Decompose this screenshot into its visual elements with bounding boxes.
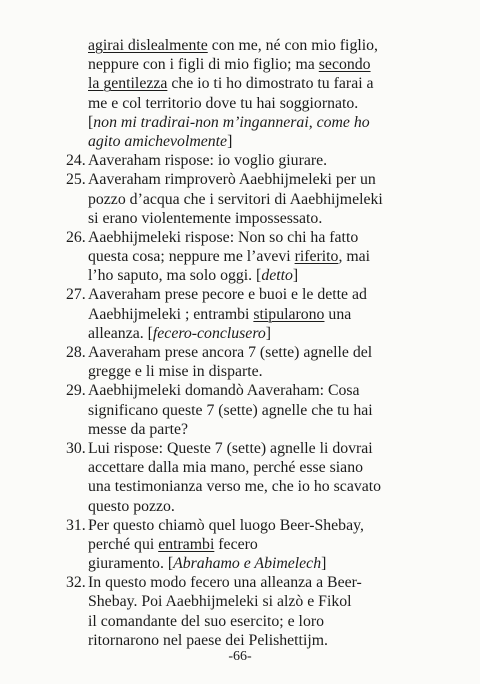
italic-note: Abrahamo e Abimelech <box>173 555 322 573</box>
verse-line <box>66 554 406 573</box>
text-run: Lui rispose: Queste 7 (sette) agnelle li dovrai <box>88 439 373 457</box>
verse-number: 24. <box>66 152 86 170</box>
text-run: Aaebhijmeleki domandò Aaveraham: Cosa <box>88 382 360 400</box>
text-run: ] <box>265 324 272 342</box>
verse-line <box>66 55 406 74</box>
text-run: Aaebhijmeleki rispose: Non so chi ha fatto <box>88 228 359 246</box>
verse-line <box>66 324 406 343</box>
text-run: , mai <box>338 248 371 266</box>
verse-number: 28. <box>66 344 86 361</box>
text-run: si erano violentemente impossessato. <box>88 209 323 227</box>
verse-line <box>66 477 406 496</box>
text-run: fecero <box>214 535 258 553</box>
verse-number: 26. <box>66 228 86 246</box>
text-run: pozzo d’acqua che i servitori di Aaebhijmeleki <box>88 190 383 208</box>
text-run: In questo modo fecero una alleanza a Beer- <box>88 574 362 592</box>
page-number: -66- <box>228 649 252 664</box>
verse-line <box>66 401 406 420</box>
verse-line <box>66 612 406 631</box>
text-run: accettare dalla mia mano, perché esse siano <box>88 459 363 477</box>
text-run: che io ti ho dimostrato tu farai a <box>167 75 374 93</box>
verse-line <box>66 209 406 228</box>
verse-line-start <box>66 516 406 535</box>
text-run: una <box>324 305 352 323</box>
italic-note: detto <box>261 267 293 285</box>
verse-line <box>66 266 406 285</box>
verse-line <box>66 631 406 650</box>
text-run: Aaveraham rispose: io voglio giurare. <box>88 152 328 170</box>
text-run: [ <box>88 113 94 131</box>
text-run: neppure con i figli di mio figlio; ma <box>88 56 319 74</box>
verse-number: 27. <box>66 286 86 304</box>
verse-line-start <box>66 343 406 362</box>
verse-line <box>66 305 406 324</box>
text-run: ] <box>292 267 299 285</box>
verse-line <box>66 94 406 113</box>
text-run: Shebay. Poi Aaebhijmeleki si alzò e Fikol <box>88 593 352 611</box>
text-run: questa cosa; neppure me l’avevi <box>88 248 295 266</box>
verse-line-start <box>66 439 406 458</box>
italic-note: non mi tradirai-non m’ingannerai, come ho <box>93 113 370 131</box>
verse-line <box>66 535 406 554</box>
verse-line <box>66 420 406 439</box>
text-run: perché qui <box>88 535 159 553</box>
text-run: ritornarono nel paese dei Pelishettijm. <box>88 631 328 649</box>
text-run: giuramento. [ <box>88 555 174 573</box>
verse-line <box>66 74 406 93</box>
verse-line-start <box>66 573 406 592</box>
text-run: questo pozzo. <box>88 497 175 515</box>
text-run: il comandante del suo esercito; e loro <box>88 612 324 630</box>
verse-line <box>66 362 406 381</box>
text-run: me e col territorio dove tu hai soggiornato. <box>88 94 359 112</box>
verse-number: 29. <box>66 382 86 400</box>
verse-line <box>66 36 406 55</box>
verse-line <box>66 458 406 477</box>
verse-line-start <box>66 170 406 189</box>
text-run: gregge e li mise in disparte. <box>88 363 263 381</box>
verse-line-start <box>66 381 406 400</box>
verse-line <box>66 247 406 266</box>
verse-number: 25. <box>66 171 86 189</box>
text-run: Aaveraham prese ancora 7 (sette) agnelle del <box>88 344 373 361</box>
verse-line-start <box>66 151 406 170</box>
verse-line <box>66 190 406 209</box>
text-run: con me, né con mio figlio, <box>207 37 378 54</box>
verse-line <box>66 497 406 516</box>
verse-number: 32. <box>66 574 86 592</box>
underlined-term: agirai dislealmente <box>88 37 208 54</box>
text-run: Aaveraham prese pecore e buoi e le dette ad <box>88 286 367 304</box>
underlined-term: secondo <box>318 56 371 74</box>
text-run: messe da parte? <box>88 420 188 438</box>
text-run: l’ho saputo, ma solo oggi. [ <box>88 267 262 285</box>
text-run: ] <box>321 555 327 573</box>
underlined-term: la gentilezza <box>88 75 168 93</box>
verse-number: 30. <box>66 439 86 457</box>
document-body <box>66 36 406 650</box>
verse-line <box>66 132 406 151</box>
text-run: una testimonianza verso me, che io ho scavato <box>88 478 382 496</box>
italic-note: agito amichevolmente <box>88 132 228 150</box>
text-run: Aaveraham rimproverò Aaebhijmeleki per un <box>88 171 376 189</box>
italic-note: fecero-conclusero <box>152 324 266 342</box>
verse-line <box>66 113 406 132</box>
underlined-term: entrambi <box>158 535 215 553</box>
verse-line-start <box>66 228 406 247</box>
text-run: ] <box>227 132 233 150</box>
underlined-term: riferito <box>294 248 339 266</box>
text-run: Per questo chiamò quel luogo Beer-Shebay, <box>88 516 364 534</box>
text-run: significano queste 7 (sette) agnelle che tu hai <box>88 401 373 419</box>
underlined-term: stipularono <box>253 305 325 323</box>
text-run: Aaebhijmeleki ; entrambi <box>88 305 254 323</box>
text-run: alleanza. [ <box>88 324 153 342</box>
verse-number: 31. <box>66 516 86 534</box>
verse-line-start <box>66 285 406 304</box>
verse-line <box>66 592 406 611</box>
